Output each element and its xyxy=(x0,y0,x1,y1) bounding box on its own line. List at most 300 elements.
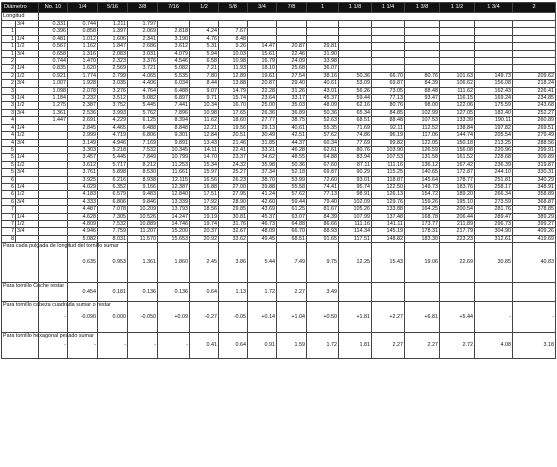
weight-cell: 102.99 xyxy=(405,109,440,116)
weight-cell xyxy=(372,65,405,72)
weight-cell xyxy=(475,21,513,28)
adjustment-cell xyxy=(372,283,405,302)
table-row xyxy=(2,191,556,198)
weight-cell: 154.72 xyxy=(405,191,440,198)
weight-cell: 281.76 xyxy=(475,206,513,213)
weight-cell: 11.62 xyxy=(190,117,219,124)
weight-cell: 409.26 xyxy=(513,228,556,235)
weight-cell: 6.488 xyxy=(158,87,190,94)
weight-cell: 43.69 xyxy=(248,206,277,213)
weight-cell: 74.41 xyxy=(307,183,339,190)
weight-cell: 83.94 xyxy=(339,154,372,161)
weight-cell: 15.74 xyxy=(219,95,248,102)
weight-cell xyxy=(513,65,556,72)
weight-cell: 16.79 xyxy=(248,58,277,65)
length-fraction: 1/2 xyxy=(16,72,39,79)
weight-cell: 107.99 xyxy=(339,213,372,220)
weight-cell: 10.889 xyxy=(128,220,158,227)
weight-cell xyxy=(405,65,440,72)
weight-cell: 3.721 xyxy=(128,65,158,72)
length-fraction xyxy=(16,58,39,65)
weight-cell: 14.47 xyxy=(248,43,277,50)
adjustment-cell: - xyxy=(128,333,158,359)
weight-cell: 101.63 xyxy=(440,72,475,79)
length-fraction xyxy=(16,176,39,183)
weight-cell: 77.13 xyxy=(307,191,339,198)
weight-cell: 2.078 xyxy=(68,87,98,94)
weight-cell: 10.345 xyxy=(158,146,190,153)
weight-cell: 133.88 xyxy=(372,206,405,213)
weight-cell: 2.232 xyxy=(68,95,98,102)
weight-cell: 62.16 xyxy=(339,102,372,109)
weight-cell: 99.82 xyxy=(372,139,405,146)
length-fraction: 1/2 xyxy=(16,161,39,168)
weight-cell: 111.16 xyxy=(339,220,372,227)
weight-cell xyxy=(475,43,513,50)
weight-cell: 3.612 xyxy=(158,43,190,50)
weight-cell: 173.77 xyxy=(405,220,440,227)
length-inches: 1 xyxy=(2,50,16,57)
weight-cell: 127.05 xyxy=(440,109,475,116)
adjustment-cell: 0.635 xyxy=(68,243,98,283)
weight-cell: 24.09 xyxy=(277,58,307,65)
adjustment-cell: +5.44 xyxy=(440,302,475,333)
weight-cell: 111.62 xyxy=(440,87,475,94)
column-header: 5/8 xyxy=(219,3,248,13)
adjustment-cell: 1.81 xyxy=(339,333,372,359)
adjustment-cell: 3.18 xyxy=(513,333,556,359)
weight-cell: 66.70 xyxy=(372,72,405,79)
weight-cell: 40.61 xyxy=(307,80,339,87)
length-inches: 3 xyxy=(2,109,16,116)
column-header: 1 1/8 xyxy=(339,3,372,13)
weight-cell: 4.546 xyxy=(158,58,190,65)
length-fraction: 1/4 xyxy=(16,95,39,102)
length-inches: 6 xyxy=(2,191,16,198)
adjustment-cell: 5.44 xyxy=(248,243,277,283)
weight-cell: 0.835 xyxy=(39,65,68,72)
adjustment-cell: -0.05 xyxy=(219,302,248,333)
weight-cell: 7.169 xyxy=(128,139,158,146)
weight-cell: 73.05 xyxy=(372,87,405,94)
weight-cell xyxy=(475,35,513,42)
adjustment-cell: - xyxy=(39,333,68,359)
weight-cell: 6.488 xyxy=(128,124,158,131)
weight-cell xyxy=(440,50,475,57)
weight-cell: 0.658 xyxy=(39,50,68,57)
weight-cell: 25.68 xyxy=(277,65,307,72)
weight-cell: 52.18 xyxy=(277,169,307,176)
column-header: 1 3/4 xyxy=(475,3,513,13)
weight-cell: 15.34 xyxy=(190,161,219,168)
weight-cell: 31.76 xyxy=(219,220,248,227)
weight-cell: 61.25 xyxy=(277,206,307,213)
length-inches: 6 xyxy=(2,176,16,183)
weight-cell: 80.76 xyxy=(339,146,372,153)
weight-cell: 53.09 xyxy=(339,80,372,87)
length-fraction xyxy=(16,146,39,153)
adjustment-cell: 0.000 xyxy=(98,302,128,333)
adjustment-cell: 7.49 xyxy=(277,243,307,283)
weight-cell: 60.34 xyxy=(307,139,339,146)
table-row xyxy=(2,109,556,116)
table-row xyxy=(2,213,556,220)
weight-cell: 0.858 xyxy=(68,28,98,35)
weight-cell: 86.66 xyxy=(307,220,339,227)
table-row xyxy=(2,43,556,50)
weight-cell: 348.91 xyxy=(513,183,556,190)
weight-cell: 88.93 xyxy=(307,228,339,235)
weight-cell: 4.946 xyxy=(98,139,128,146)
weight-cell: 11.207 xyxy=(128,228,158,235)
adjustment-cell: 1.860 xyxy=(158,243,190,283)
header-spacer xyxy=(39,13,556,21)
weight-cell: 50.36 xyxy=(277,161,307,168)
weight-cell: 2.569 xyxy=(98,65,128,72)
weight-cell: 27.77 xyxy=(248,117,277,124)
weight-cell: 55.35 xyxy=(307,124,339,131)
weight-cell: 4.628 xyxy=(68,213,98,220)
adjustment-row xyxy=(2,283,556,302)
weight-cell: 84.85 xyxy=(372,109,405,116)
weight-cell: 2.387 xyxy=(68,102,98,109)
length-fraction: 1/2 xyxy=(16,132,39,139)
adjustment-row xyxy=(2,243,556,283)
adjustment-cell: +0.50 xyxy=(307,302,339,333)
weight-cell xyxy=(277,21,307,28)
weight-cell xyxy=(307,28,339,35)
weight-cell xyxy=(307,21,339,28)
weight-cell: 145.19 xyxy=(372,228,405,235)
weight-cell: 175.59 xyxy=(475,102,513,109)
weight-cell: 1.007 xyxy=(39,80,68,87)
length-fraction: 3/4 xyxy=(16,169,39,176)
adjustment-cell: - xyxy=(513,302,556,333)
length-inches: 4 xyxy=(2,117,16,124)
adjustment-cell: 1.72 xyxy=(248,283,277,302)
weight-cell: 1.211 xyxy=(98,21,128,28)
weight-cell: 3.031 xyxy=(128,50,158,57)
table-row xyxy=(2,206,556,213)
weight-cell: 7.441 xyxy=(158,102,190,109)
weight-cell: 42.60 xyxy=(248,198,277,205)
weight-cell xyxy=(372,35,405,42)
weight-cell: 20.87 xyxy=(248,80,277,87)
adjustment-cell: 2.27 xyxy=(277,283,307,302)
length-fraction: 1/4 xyxy=(16,183,39,190)
weight-cell: 11.570 xyxy=(128,235,158,242)
adjustment-cell: +6.81 xyxy=(405,302,440,333)
weight-cell: 19.56 xyxy=(219,124,248,131)
column-header: 1/2 xyxy=(190,3,219,13)
weight-cell: 33.98 xyxy=(307,58,339,65)
adjustment-cell: 15.43 xyxy=(372,243,405,283)
weight-cell: 45.37 xyxy=(307,95,339,102)
weight-cell: 205.54 xyxy=(475,132,513,139)
weight-cell: 2.083 xyxy=(98,50,128,57)
weight-cell: 8.031 xyxy=(98,235,128,242)
adjustment-cell: - xyxy=(68,333,98,359)
weight-cell: 92.11 xyxy=(372,124,405,131)
weight-cell: 6.806 xyxy=(98,198,128,205)
weight-cell: 218.24 xyxy=(513,80,556,87)
weight-cell: 21.46 xyxy=(219,139,248,146)
weight-cell: 3.761 xyxy=(68,169,98,176)
weight-cell: 4.406 xyxy=(128,80,158,87)
adjustment-cell: 0.136 xyxy=(158,283,190,302)
weight-cell: 183.76 xyxy=(440,183,475,190)
weight-cell: 169.24 xyxy=(475,95,513,102)
weight-cell: 12.21 xyxy=(190,124,219,131)
weight-cell: 10.34 xyxy=(190,102,219,109)
adjustment-cell: 0.181 xyxy=(98,283,128,302)
table-body xyxy=(2,21,556,359)
weight-cell: 182.40 xyxy=(475,109,513,116)
weight-cell: 8.394 xyxy=(158,117,190,124)
weight-cell: 12.387 xyxy=(158,183,190,190)
length-fraction: 1/4 xyxy=(16,65,39,72)
adjustment-cell: 30.85 xyxy=(475,243,513,283)
column-header: 3/4 xyxy=(248,3,277,13)
weight-cell xyxy=(475,65,513,72)
weight-cell: 18.56 xyxy=(190,206,219,213)
weight-cell: 2.341 xyxy=(128,35,158,42)
weight-cell: 1.620 xyxy=(68,65,98,72)
weight-cell: 5.218 xyxy=(98,146,128,153)
weight-cell: 129.76 xyxy=(372,198,405,205)
weight-cell: 88.48 xyxy=(405,87,440,94)
column-header: 3/8 xyxy=(128,3,158,13)
weight-cell: 309.89 xyxy=(513,154,556,161)
column-header: 2 xyxy=(513,3,556,13)
weight-cell: 34.62 xyxy=(248,154,277,161)
weight-cell: 273.59 xyxy=(475,198,513,205)
table-row xyxy=(2,220,556,227)
weight-table-sheet xyxy=(1,2,555,359)
weight-cell xyxy=(39,198,68,205)
weight-cell: 200.54 xyxy=(440,206,475,213)
weight-cell: 45.37 xyxy=(248,213,277,220)
weight-cell: 22.46 xyxy=(277,50,307,57)
weight-cell: 84.39 xyxy=(307,213,339,220)
weight-cell: 9.71 xyxy=(190,95,219,102)
weight-cell: 4.183 xyxy=(68,191,98,198)
weight-cell: 35.03 xyxy=(277,102,307,109)
weight-cell: 29.85 xyxy=(219,206,248,213)
weight-cell: 37.34 xyxy=(248,169,277,176)
weight-cell: 105.26 xyxy=(339,206,372,213)
adjustment-cell: -0.27 xyxy=(190,302,219,333)
weight-cell: 2.818 xyxy=(158,28,190,35)
weight-cell: 8.48 xyxy=(219,35,248,42)
table-row xyxy=(2,35,556,42)
adjustment-cell: 9.75 xyxy=(307,243,339,283)
adjustment-cell: +1.81 xyxy=(339,302,372,333)
table-row xyxy=(2,183,556,190)
weight-cell: 228.68 xyxy=(475,154,513,161)
weight-cell: 0.567 xyxy=(39,43,68,50)
weight-cell: 279.49 xyxy=(513,132,556,139)
weight-cell: 3.752 xyxy=(98,102,128,109)
weight-cell: 9.483 xyxy=(128,191,158,198)
weight-cell: 419.69 xyxy=(513,235,556,242)
weight-cell: 13.43 xyxy=(190,139,219,146)
weight-cell: 26.23 xyxy=(219,176,248,183)
weight-cell: 25.00 xyxy=(248,102,277,109)
weight-cell: 183.30 xyxy=(405,235,440,242)
weight-cell: 5.535 xyxy=(158,72,190,79)
weight-cell: 50.36 xyxy=(339,72,372,79)
weight-cell: 80.76 xyxy=(372,102,405,109)
weight-cell: 5.445 xyxy=(98,154,128,161)
weight-cell: 39.88 xyxy=(248,183,277,190)
weight-cell: 55.58 xyxy=(277,183,307,190)
weight-cell xyxy=(277,35,307,42)
weight-cell: 96.19 xyxy=(372,132,405,139)
weight-cell: 3.512 xyxy=(98,95,128,102)
adjustment-cell xyxy=(339,283,372,302)
adjustment-cell: 2.45 xyxy=(190,243,219,283)
weight-cell: 172.87 xyxy=(440,169,475,176)
length-fraction xyxy=(16,87,39,94)
weight-cell xyxy=(475,50,513,57)
weight-cell: 368.87 xyxy=(513,198,556,205)
adjustment-cell: -0.090 xyxy=(68,302,98,333)
weight-cell: 161.52 xyxy=(440,154,475,161)
weight-cell: 319.87 xyxy=(513,161,556,168)
weight-cell xyxy=(339,35,372,42)
weight-cell: 20.37 xyxy=(190,228,219,235)
adjustment-cell: 40.83 xyxy=(513,243,556,283)
length-inches: 8 xyxy=(2,235,16,242)
weight-cell: 6.034 xyxy=(158,80,190,87)
weight-cell: 69.87 xyxy=(372,80,405,87)
weight-cell xyxy=(513,35,556,42)
weight-cell: 46.28 xyxy=(277,146,307,153)
weight-cell: 178.77 xyxy=(440,176,475,183)
weight-cell: 22.28 xyxy=(248,87,277,94)
weight-cell xyxy=(440,65,475,72)
weight-cell: 4.76 xyxy=(190,35,219,42)
weight-cell: 31.26 xyxy=(277,87,307,94)
weight-cell: 5.762 xyxy=(128,109,158,116)
length-inches: 7 xyxy=(2,213,16,220)
length-fraction: 3/4 xyxy=(16,50,39,57)
weight-cell xyxy=(513,43,556,50)
weight-cell xyxy=(339,65,372,72)
weight-cell xyxy=(339,21,372,28)
weight-cell: 18.60 xyxy=(219,117,248,124)
weight-cell: 1.275 xyxy=(39,102,68,109)
weight-cell: 27.95 xyxy=(219,191,248,198)
column-header: 1/4 xyxy=(68,3,98,13)
length-inches: 3 xyxy=(2,102,16,109)
weight-cell: 13.793 xyxy=(158,206,190,213)
table-row xyxy=(2,102,556,109)
weight-cell: 5.445 xyxy=(128,102,158,109)
length-fraction: 1/2 xyxy=(16,220,39,227)
weight-cell: 156.08 xyxy=(475,80,513,87)
table-row xyxy=(2,161,556,168)
weight-cell: 0.921 xyxy=(39,72,68,79)
length-fraction: 1/2 xyxy=(16,43,39,50)
weight-cell: 209.62 xyxy=(513,72,556,79)
weight-cell: 206.44 xyxy=(440,213,475,220)
weight-cell: 312.61 xyxy=(475,235,513,242)
weight-cell: 26.36 xyxy=(248,109,277,116)
adjustment-cell: 1.13 xyxy=(219,283,248,302)
adjustment-cell: 0.136 xyxy=(128,283,158,302)
weight-cell: 289.47 xyxy=(475,213,513,220)
weight-cell: 159.26 xyxy=(405,198,440,205)
weight-cell xyxy=(219,21,248,28)
weight-cell: 0.744 xyxy=(68,21,98,28)
weight-cell: 28.90 xyxy=(219,198,248,205)
weight-cell xyxy=(440,43,475,50)
adjustment-cell: 22.69 xyxy=(440,243,475,283)
column-header: 7/8 xyxy=(277,3,307,13)
adjustment-cell: -0.050 xyxy=(128,302,158,333)
weight-cell xyxy=(372,58,405,65)
weight-cell xyxy=(372,50,405,57)
weight-cell: 13.88 xyxy=(219,80,248,87)
weight-cell: 19.74 xyxy=(190,220,219,227)
weight-cell: 0.481 xyxy=(39,35,68,42)
weight-cell: 17.92 xyxy=(190,198,219,205)
weight-cell: 1.162 xyxy=(68,43,98,50)
weight-cell: 48.55 xyxy=(277,154,307,161)
weight-cell: 8.530 xyxy=(128,169,158,176)
weight-cell: 4.229 xyxy=(98,117,128,124)
weight-cell: 4.24 xyxy=(190,28,219,35)
weight-cell xyxy=(158,21,190,28)
weight-cell: 30.49 xyxy=(248,132,277,139)
weight-cell: 38.70 xyxy=(248,176,277,183)
weight-cell: 5.31 xyxy=(190,43,219,50)
weight-cell: 7.532 xyxy=(98,220,128,227)
length-fraction: 3/4 xyxy=(16,228,39,235)
weight-cell: 35.98 xyxy=(248,161,277,168)
weight-cell xyxy=(39,161,68,168)
weight-cell: 102.09 xyxy=(339,198,372,205)
weight-cell: 77.13 xyxy=(372,95,405,102)
weight-cell xyxy=(248,28,277,35)
adjustment-label: Para tornillo cabeza cuadrada sumar o restar xyxy=(2,302,39,333)
weight-cell: 3.612 xyxy=(68,161,98,168)
weight-cell: 84.39 xyxy=(405,80,440,87)
weight-cell xyxy=(39,124,68,131)
weight-cell: 59.44 xyxy=(277,198,307,205)
weight-cell: 80.76 xyxy=(405,72,440,79)
weight-cell xyxy=(405,28,440,35)
column-header: 7/16 xyxy=(158,3,190,13)
length-inches: 3 xyxy=(2,95,16,102)
weight-cell: 27.54 xyxy=(277,72,307,79)
length-fraction: 1/4 xyxy=(16,124,39,131)
weight-cell: 15.200 xyxy=(158,228,190,235)
weight-cell xyxy=(405,58,440,65)
weight-cell: 38.75 xyxy=(277,117,307,124)
weight-cell xyxy=(513,21,556,28)
weight-cell xyxy=(190,21,219,28)
column-header: 1 xyxy=(307,3,339,13)
weight-cell: 7.896 xyxy=(158,109,190,116)
weight-cell: 251.81 xyxy=(475,176,513,183)
weight-cell: 288.56 xyxy=(513,139,556,146)
adjustment-label: Para tornillo hexagonal pesado sumar xyxy=(2,333,39,359)
weight-cell: 36.89 xyxy=(277,109,307,116)
weight-cell xyxy=(475,58,513,65)
